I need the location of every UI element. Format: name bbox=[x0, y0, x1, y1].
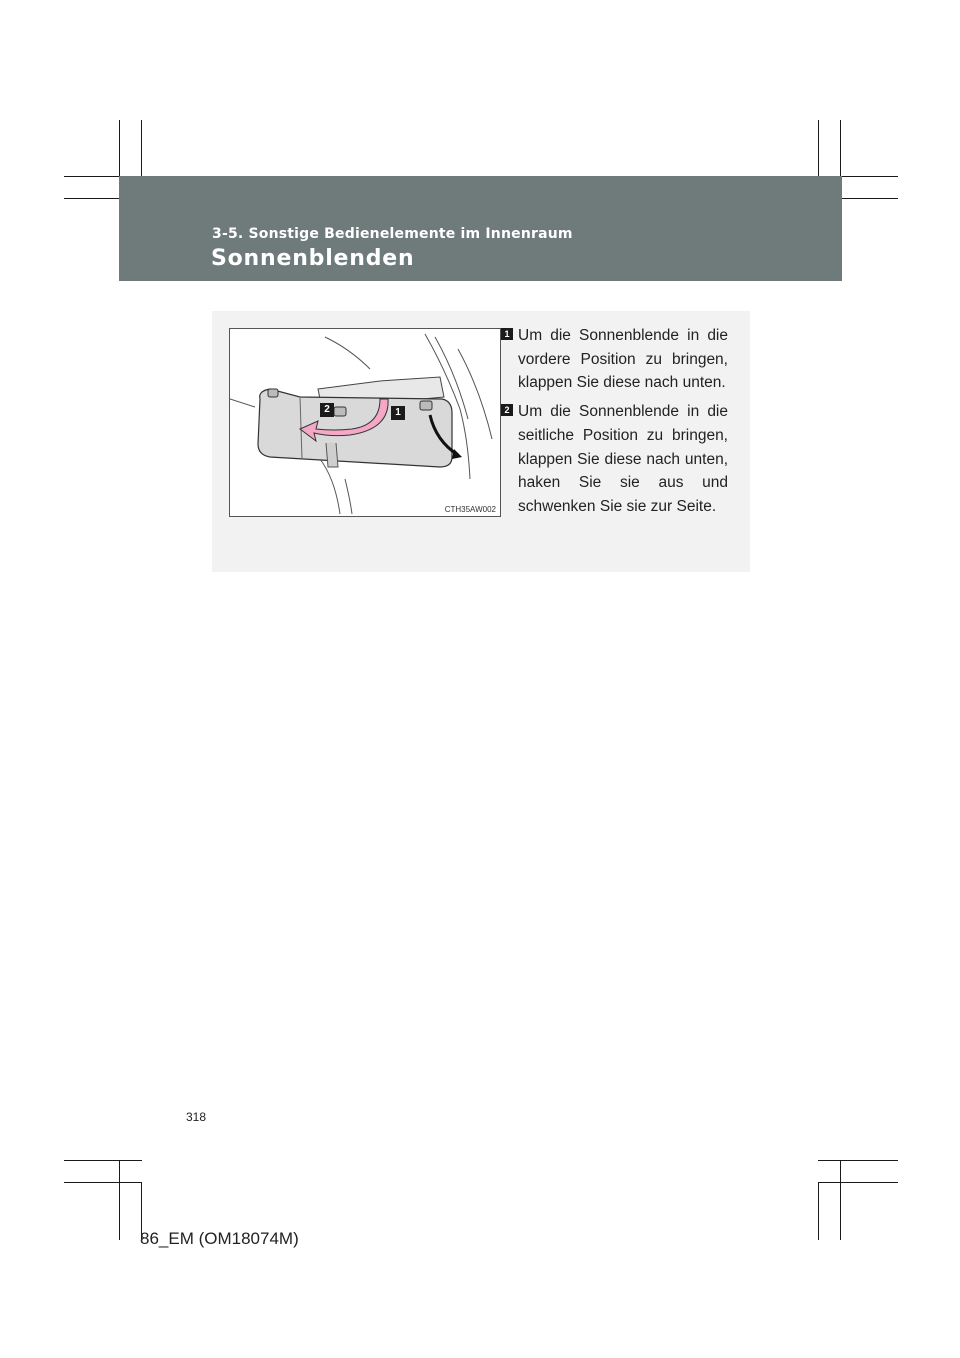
callout-badge: 2 bbox=[320, 403, 334, 417]
step-text: Um die Sonnenblende in die vordere Position zu bringen, klappen Sie diese nach unten. bbox=[518, 327, 728, 392]
section-label: 3-5. Sonstige Bedienelemente im Innenraum bbox=[212, 226, 573, 242]
page-number: 318 bbox=[186, 1110, 207, 1124]
sun-visor-illustration bbox=[229, 328, 501, 517]
list-item bbox=[499, 400, 728, 519]
page-title: Sonnenblenden bbox=[211, 246, 415, 271]
step-text: Um die Sonnenblende in die seitliche Position zu bringen, klappen Sie diese nach unten, haken Sie sie aus und schwenken Sie sie zur Seite. bbox=[518, 403, 728, 515]
crop-mark bbox=[818, 1160, 898, 1161]
crop-mark bbox=[119, 1160, 120, 1240]
crop-mark bbox=[818, 1182, 819, 1240]
step-number-badge: 2 bbox=[501, 404, 513, 416]
chapter-header bbox=[119, 176, 842, 281]
crop-mark bbox=[64, 1182, 142, 1183]
callout-badge: 1 bbox=[391, 406, 405, 420]
crop-mark bbox=[818, 1182, 898, 1183]
step-number-badge: 1 bbox=[501, 328, 513, 340]
list-item bbox=[499, 324, 728, 395]
sun-visor-drawing bbox=[230, 329, 500, 516]
content-panel bbox=[212, 311, 750, 572]
instruction-list bbox=[499, 324, 728, 524]
figure-code: CTH35AW002 bbox=[444, 505, 496, 514]
crop-mark bbox=[840, 1160, 841, 1240]
document-code: 86_EM (OM18074M) bbox=[140, 1229, 299, 1248]
crop-mark bbox=[64, 1160, 142, 1161]
